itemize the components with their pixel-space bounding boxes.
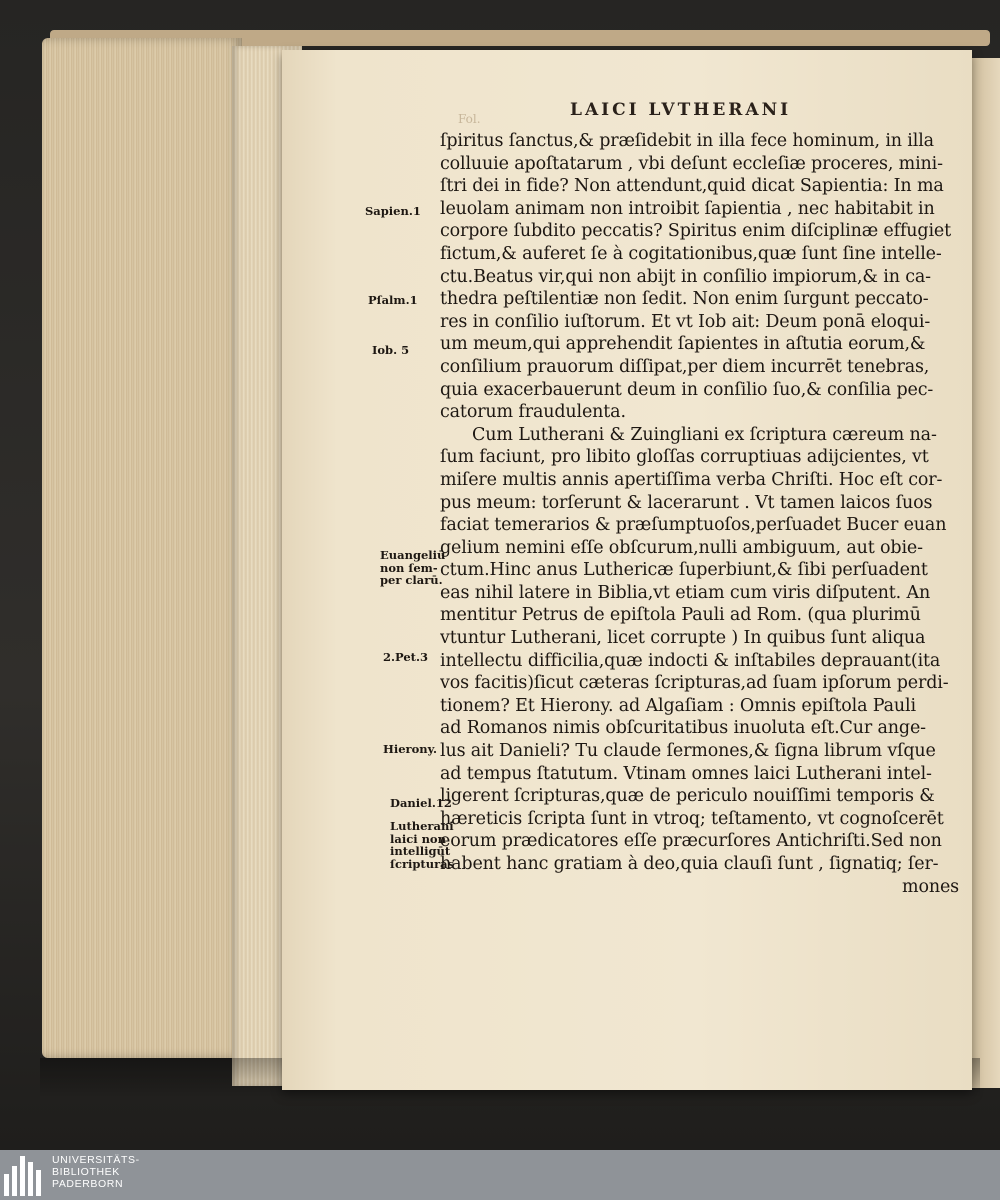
catchword: mones: [902, 876, 959, 897]
book-fore-edge: [42, 38, 242, 1058]
text-line: mentitur Petrus de epiſtola Pauli ad Rom. (qua plurimū: [440, 605, 921, 626]
text-line: ſtri dei in fide? Non attendunt,quid dicat Sapientia: In ma: [440, 176, 944, 197]
bleed-through-heading: Fol.: [458, 112, 481, 126]
text-line: quia exacerbauerunt deum in conſilio ſuo,& conſilia pec-: [440, 379, 934, 400]
text-line: ſpiritus ſanctus,& præſidebit in illa fece hominum, in illa: [440, 131, 934, 151]
text-line: catorum fraudulenta.: [440, 402, 626, 423]
text-line: eorum prædicatores eſſe præcurſores Antichriſti.Sed non: [440, 831, 942, 852]
text-line: ad Romanos nimis obſcuritatibus inuoluta eſt.Cur ange-: [440, 718, 926, 739]
text-line: ctum.Hinc anus Luthericæ ſuperbiunt,& ſibi perſuadent: [440, 560, 928, 581]
text-line: fictum,& auferet ſe à cogitationibus,quæ ſunt ſine intelle-: [440, 243, 942, 264]
text-line: hæreticis ſcripta ſunt in vtroq; teſtamento, vt cognoſcerēt: [440, 808, 944, 829]
text-line: pus meum: torſerunt & lacerarunt . Vt tamen laicos ſuos: [440, 492, 933, 513]
text-line: corpore ſubdito peccatis? Spiritus enim diſciplinæ effugiet: [440, 221, 952, 242]
library-footer: [0, 1150, 1000, 1200]
text-line: leuolam animam non introibit ſapientia , nec habitabit in: [440, 198, 935, 219]
text-line: faciat temerarios & præſumptuoſos,perſuadet Bucer euan: [440, 515, 947, 536]
margin-note: Iob. 5: [372, 343, 410, 357]
logo-line: BIBLIOTHEK: [52, 1166, 120, 1178]
margin-note: Euangeliū non ſem- per clarū.: [380, 548, 446, 587]
text-line: gelium nemini eſſe obſcurum,nulli ambiguum, aut obie-: [440, 537, 923, 558]
margin-note: 2.Pet.3: [383, 650, 428, 664]
text-line: eas nihil latere in Biblia,vt etiam cum viris diſputent. An: [440, 582, 931, 603]
text-line: ctu.Beatus vir,qui non abijt in conſilio impiorum,& in ca-: [440, 266, 931, 287]
text-line: lus ait Danieli? Tu claude ſermones,& ſigna librum vſque: [440, 741, 936, 762]
text-line: thedra peſtilentiæ non ſedit. Non enim ſurgunt peccato-: [440, 289, 929, 310]
text-line: miſere multis annis apertiſſima verba Chriſti. Hoc eſt cor-: [440, 469, 943, 490]
facing-page-edge: [968, 58, 1000, 1088]
margin-note: Daniel.12: [390, 796, 452, 810]
library-logo-icon: [4, 1156, 44, 1196]
logo-line: PADERBORN: [52, 1178, 124, 1190]
text-line: um meum,qui apprehendit ſapientes in aſtutia eorum,&: [440, 334, 926, 355]
text-line: Cum Lutherani & Zuingliani ex ſcriptura cæreum na-: [472, 424, 937, 445]
text-line: vtuntur Lutherani, licet corrupte ) In quibus ſunt aliqua: [440, 628, 926, 649]
text-line: intellectu difficilia,quæ indocti & inſtabiles deprauant(ita: [440, 650, 941, 671]
logo-line: UNIVERSITÄTS-: [52, 1154, 140, 1166]
text-line: res in conſilio iuſtorum. Et vt Iob ait: Deum ponā eloqui-: [440, 311, 931, 332]
margin-note: Sapien.1: [365, 204, 421, 218]
text-line: tionem? Et Hierony. ad Algaſiam : Omnis epiſtola Pauli: [440, 695, 916, 716]
text-line: ligerent ſcripturas,quæ de periculo nouiſſimi temporis &: [440, 786, 935, 807]
margin-note: Pſalm.1: [368, 293, 418, 307]
text-line: conſilium prauorum diſſipat,per diem incurrēt tenebras,: [440, 356, 930, 377]
text-line: ad tempus ſtatutum. Vtinam omnes laici Lutherani intel-: [440, 763, 932, 784]
margin-note: Lutherani laici non intelligūt ſcripturas: [390, 819, 455, 871]
text-line: ſum faciunt, pro libito gloſſas corruptiuas adijcientes, vt: [440, 447, 929, 468]
margin-note: Hierony.: [383, 742, 438, 756]
page-body-text: [440, 130, 965, 898]
running-head: LAICI LVTHERANI: [570, 100, 792, 120]
library-logo-text: [52, 1154, 140, 1190]
text-line: colluuie apoſtatarum , vbi deſunt eccleſiæ proceres, mini-: [440, 153, 943, 174]
text-line: habent hanc gratiam à deo,quia clauſi ſunt , ſignatiq; ſer-: [440, 854, 939, 874]
text-line: vos facitis)ſicut cæteras ſcripturas,ad ſuam ipſorum perdi-: [440, 673, 949, 694]
